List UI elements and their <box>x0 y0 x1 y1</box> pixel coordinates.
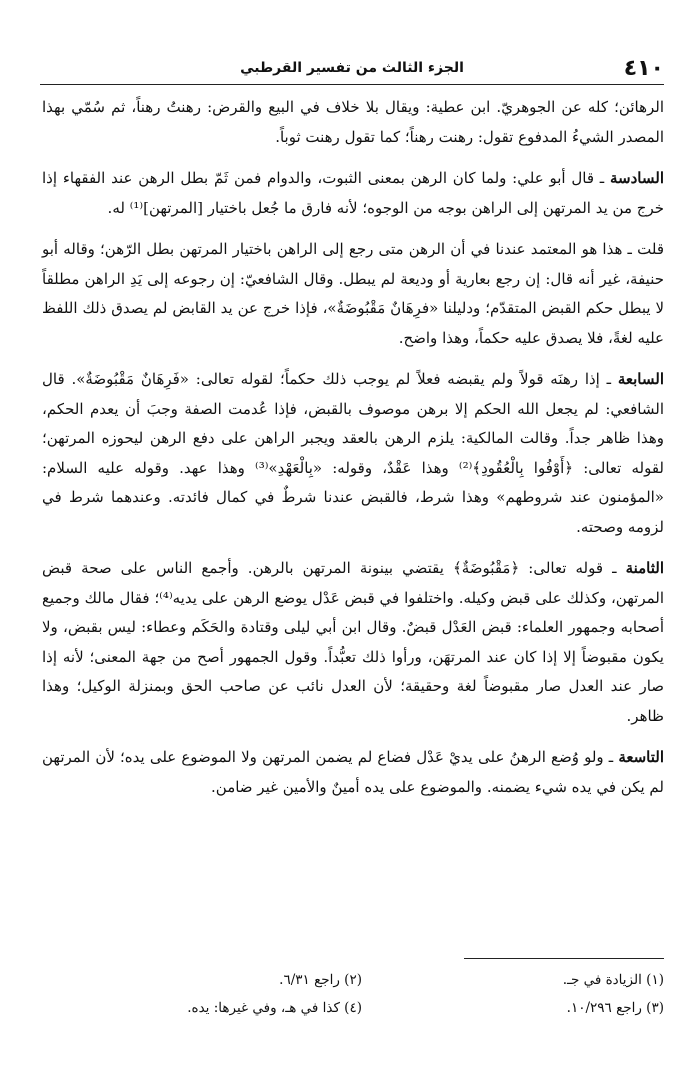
footnote-4 <box>60 994 362 1022</box>
footnote-text: كذا في هـ، وفي غيرها: يده. <box>187 1000 340 1016</box>
paragraph-lead: السادسة <box>610 169 664 187</box>
footnote-number: (١) <box>646 972 664 988</box>
footnote-row <box>60 994 664 1022</box>
footnote-number: (٢) <box>344 972 362 988</box>
paragraph-lead: التاسعة <box>618 748 664 766</box>
paragraph-intro <box>42 93 664 152</box>
paragraph-sixth <box>42 164 664 223</box>
paragraph-text: ـ ولو وُضع الرهنُ على يديْ عَدْل فضاع لم يضمن المرتهن ولا الموضوع على يده؛ لأن المرتهن لم يكن في يده شيء يضمنه. والموضوع على يده أمينٌ والأمين غير ضامن. <box>42 748 664 796</box>
paragraph-text: ـ إذا رهنَه قولاً ولم يقبضه فعلاً لم يوجب ذلك حكماً؛ لقوله تعالى: «فَرِهَانٌ مَقْبُوضَةٌ». قال الشافعي: لم يجعل الله الحكم إلا برهن موصوف بالقبض، فإذا عُدمت الصفة وجبَ أن يعدم الحكم، وهذا ظاهر جداً. وقالت المالكية: يلزم الرهن بالعقد ويجبر الراهن على دفع الرهن ليحوزه المرتهن؛ لقوله تعالى: ﴿أَوْفُوا بِالْعُقُودِ﴾⁽²⁾ وهذا عَقْدٌ، وقوله: «بِالْعَهْدِ»⁽³⁾ وهذا عهد. وقوله عليه السلام: «المؤمنون عند شروطهم» وهذا شرط، فالقبض عندنا شرطٌ في كمال فائدته. وعندهما شرط في لزومه وصحته. <box>42 370 664 536</box>
paragraph-text: الرهائن؛ كله عن الجوهريّ. ابن عطية: ويقال بلا خلاف في البيع والقرض: رهنتُ رهناً، ثم سُمّي بهذا المصدر الشيءُ المدفوع تقول: رهنت رهناً؛ كما تقول رهنت ثوباً. <box>42 98 664 146</box>
paragraph-comment <box>42 235 664 353</box>
footnote-text: الزيادة في جـ. <box>562 972 642 988</box>
paragraph-lead: السابعة <box>617 370 664 388</box>
footnotes <box>60 966 664 1022</box>
page-header <box>40 56 664 82</box>
footnote-1 <box>362 966 664 994</box>
page-number: ٤١٠ <box>623 56 664 81</box>
footnote-number: (٤) <box>344 1000 362 1016</box>
paragraph-lead: الثامنة <box>625 559 664 577</box>
paragraph-eighth <box>42 554 664 731</box>
paragraph-text: قلت ـ هذا هو المعتمد عندنا في أن الرهن متى رجع إلى الراهن باختيار المرتهن بطل الرّهن؛ وقاله أبو حنيفة، غير أنه قال: إن رجع بعارية أو وديعة لم يبطل. وقال الشافعيّ: إن رجوعه إلى يَدِ الراهن مطلقاً لا يبطل حكم القبض المتقدّم؛ ودليلنا «فرِهَانٌ مَقْبُوضَةٌ»، فإذا خرج عن يد القابض لم يصدق ذلك اللفظ عليه لغةً، فلا يصدق عليه حكماً، وهذا واضح. <box>42 240 664 347</box>
paragraph-text: ـ قال أبو علي: ولما كان الرهن بمعنى الثبوت، والدوام فمن ثَمّ بطل الرهن عند الفقهاء إذا خرج من يد المرتهن إلى الراهن بوجه من الوجوه؛ لأنه فارق ما جُعل باختيار [المرتهن]⁽¹⁾ له. <box>42 169 664 217</box>
footnote-rule <box>464 958 664 959</box>
footnote-text: راجع ٦/٣١. <box>279 972 340 988</box>
body-text <box>42 93 664 814</box>
footnote-2 <box>60 966 362 994</box>
footnote-row <box>60 966 664 994</box>
footnote-number: (٣) <box>646 1000 664 1016</box>
footnote-3 <box>362 994 664 1022</box>
paragraph-seventh <box>42 365 664 542</box>
running-title: الجزء الثالث من تفسير القرطبي <box>240 60 464 76</box>
paragraph-ninth <box>42 743 664 802</box>
footnote-text: راجع ١٠/٢٩٦. <box>566 1000 642 1016</box>
header-rule <box>40 84 664 85</box>
paragraph-text: ـ قوله تعالى: ﴿مَقْبُوضَةٌ﴾ يقتضي بينونة المرتهن بالرهن. وأجمع الناس على صحة قبض المرتهن، وكذلك على قبض وكيله. واختلفوا في قبض عَدْل يوضع الرهن على يديه⁽⁴⁾؛ فقال مالك وجميع أصحابه وجمهور العلماء: قبض العَدْل قبضٌ. وقال ابن أبي ليلى وقتادة والحَكَم وعطاء: ليس بقبض، ولا يكون مقبوضاً إلا إذا كان عند المرتهَن، ورأوا ذلك تعبُّداً. وقول الجمهور أصح من جهة المعنى؛ لأنه إذا صار عند العدل صار مقبوضاً لغة وحقيقة؛ لأن العدل نائب عن صاحب الحق وبمنزلة الوكيل؛ وهذا ظاهر. <box>42 559 665 725</box>
